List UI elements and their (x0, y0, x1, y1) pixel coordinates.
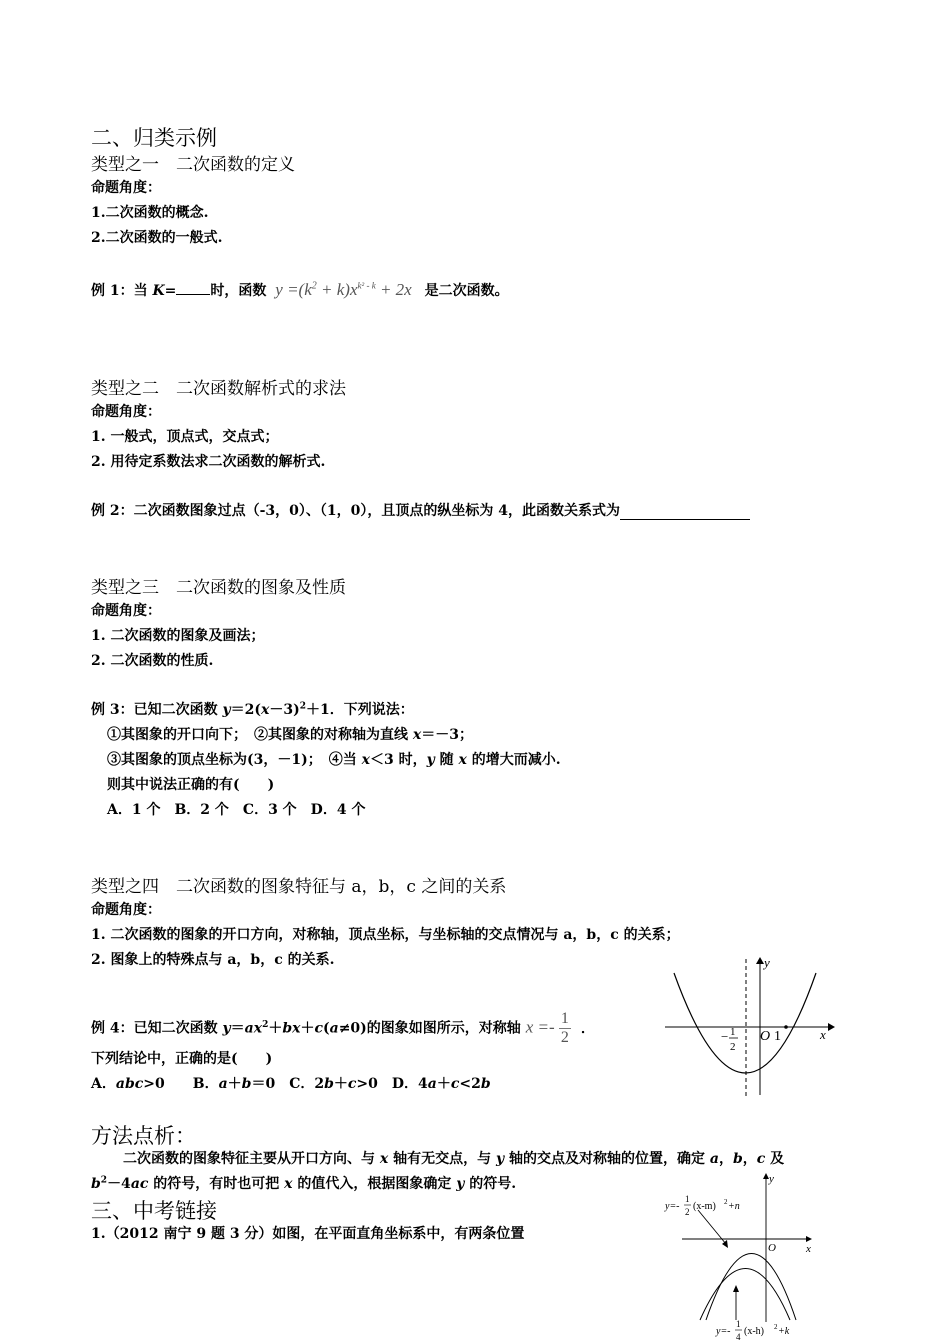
example-3-line-2: ①其图象的开口向下； ②其图象的对称轴为直线 x＝－3； (107, 727, 473, 743)
section-heading-3: 三、中考链接 (91, 1199, 217, 1223)
graph2-bottom-eq-num: 1 (736, 1319, 741, 1329)
graph1-parabola (674, 973, 816, 1073)
graph2-arrow-bottom-head (733, 1285, 739, 1292)
type1-title: 类型之一 二次函数的定义 (91, 155, 295, 175)
method-line-1: 二次函数的图象特征主要从开口方向、与 x 轴有无交点，与 y 轴的交点及对称轴的位置，确定 a，b，c 及 (123, 1151, 785, 1167)
example-4-parabola-graph (660, 955, 840, 1100)
example-1: 例 1：当 K= 时，函数 $y =(k^2 + k)x^{k^2 - k} + 2x$ 是二次函数。 (91, 280, 509, 299)
graph2-parabola-top (706, 1254, 796, 1321)
answer-blank-2[interactable] (620, 503, 750, 520)
example-3-line-1: 例 3：已知二次函数 $y=2(x-3)^2+1$．下列说法： (91, 701, 414, 718)
graph2-top-eq-den: 2 (685, 1207, 690, 1217)
type2-angle-label: 命题角度： (91, 404, 161, 420)
example-3-line-4: 则其中说法正确的有( ) (107, 777, 275, 793)
graph2-bottom-eq-sup: 2 (774, 1323, 778, 1331)
graph2-y-label: y (769, 1173, 774, 1185)
graph1-x-arrow (828, 1023, 835, 1031)
graph2-bottom-eq-tail: +k (778, 1326, 790, 1337)
axis-fraction: $\frac{1}{2}$ (560, 1010, 569, 1046)
type3-angle-label: 命题角度： (91, 603, 161, 619)
answer-blank-1[interactable] (176, 294, 210, 295)
graph1-origin-label: O (760, 1029, 771, 1044)
graph1-x-label: x (820, 1027, 826, 1042)
graph1-point-one (784, 1025, 788, 1029)
graph2-parabola-bottom (700, 1269, 790, 1321)
method-title: 方法点析： (91, 1124, 196, 1148)
graph2-top-eq-sup: 2 (724, 1198, 728, 1206)
type1-item-2: 2.二次函数的一般式. (91, 230, 223, 246)
example-4-line-2: 下列结论中，正确的是( ) (91, 1051, 273, 1067)
graph2-top-eq-num: 1 (685, 1194, 690, 1204)
type4-angle-label: 命题角度： (91, 902, 161, 918)
graph2-bottom-eq-den: 4 (736, 1332, 741, 1342)
type3-item-1: 1. 二次函数的图象及画法； (91, 628, 265, 644)
graph1-y-label: y (764, 955, 770, 970)
example-3-line-3: ③其图象的顶点坐标为(3，－1)； ④当 x＜3 时，y 随 x 的增大而减小. (107, 752, 561, 768)
type1-item-1: 1.二次函数的概念. (91, 205, 209, 221)
graph2-bottom-eq-body: (x-h) (744, 1326, 764, 1337)
type1-angle-label: 命题角度： (91, 180, 161, 196)
example-4-line-1: 例 4：已知二次函数 $y=ax^2+bx+c(a\ne 0)$的图象如图所示，对称轴 x =- $\frac{1}{2}$ ． (91, 1010, 595, 1046)
type3-item-2: 2. 二次函数的性质. (91, 653, 214, 669)
graph2-arrow-top-head (722, 1240, 728, 1248)
type2-item-1: 1. 一般式，顶点式，交点式； (91, 429, 279, 445)
graph2-top-eq-tail: +n (728, 1201, 740, 1212)
example-1-formula: $y =(k^2 + k)x^{k^2 - k} + 2x$ (275, 280, 412, 299)
type4-item-2: 2. 图象上的特殊点与 a，b，c 的关系. (91, 952, 335, 968)
graph2-top-eq-prefix: y=- (665, 1201, 680, 1212)
example-2: 例 2：二次函数图象过点（-3，0）、（1，0），且顶点的纵坐标为 4，此函数关系式为 (91, 500, 750, 520)
type3-title: 类型之三 二次函数的图象及性质 (91, 578, 346, 598)
graph2-top-eq-body: (x-m) (693, 1201, 716, 1212)
type4-title: 类型之四 二次函数的图象特征与 a，b，c 之间的关系 (91, 877, 507, 897)
type2-title: 类型之二 二次函数解析式的求法 (91, 379, 346, 399)
exam-question-1: 1.（2012 南宁 9 题 3 分）如图，在平面直角坐标系中，有两条位置 (91, 1226, 525, 1242)
graph2-origin-label: O (768, 1242, 776, 1254)
type4-item-1: 1. 二次函数的图象的开口方向，对称轴，顶点坐标，与坐标轴的交点情况与 a，b，c 的关系； (91, 927, 680, 943)
type2-item-2: 2. 用待定系数法求二次函数的解析式. (91, 454, 326, 470)
method-line-2: $b^2-4ac$ 的符号，有时也可把 x 的值代入，根据图象确定 y 的符号. (91, 1175, 517, 1192)
graph2-bottom-eq-prefix: y=- (716, 1326, 731, 1337)
graph1-y-arrow (756, 957, 764, 964)
example-4-options: A．abc>0 B．a＋b＝0 C．2b＋c>0 D．4a＋c<2b (91, 1076, 491, 1092)
graph1-neg-sign: − (721, 1029, 729, 1044)
graph2-x-label: x (806, 1243, 811, 1255)
axis-of-symmetry-formula: x =- (525, 1017, 559, 1037)
section-heading-2: 二、归类示例 (91, 126, 217, 150)
exam-two-parabolas-graph (660, 1172, 830, 1342)
graph1-neg-half-den: 2 (730, 1041, 736, 1053)
graph2-x-arrow (806, 1236, 812, 1242)
example-3-options: A．1 个 B．2 个 C．3 个 D．4 个 (107, 802, 366, 818)
graph1-one-label: 1 (774, 1029, 781, 1044)
graph1-neg-half-num: 1 (730, 1026, 736, 1038)
